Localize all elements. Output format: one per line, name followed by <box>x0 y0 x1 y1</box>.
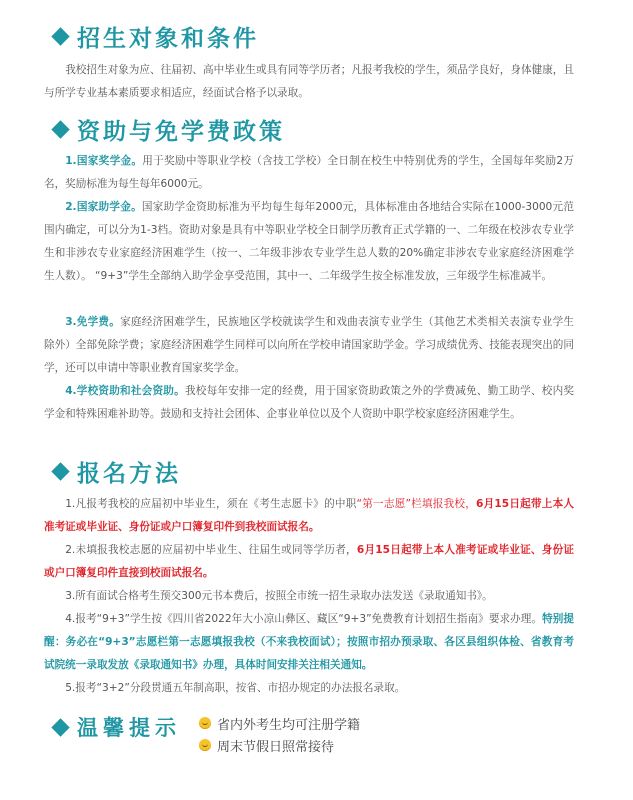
apply-item-3: 3.所有面试合格考生预交300元书本费后，按照全市统一招生录取办法发送《录取通知书》。 <box>65 590 493 602</box>
apply-item-highlight-bold: 6月15日起带上本人准考证或毕业证、身份证或户口簿复印件直接到校面试报名。 <box>44 544 574 579</box>
aid-item-label: 3.免学费。 <box>65 316 121 328</box>
tip-text: 省内外考生均可注册学籍 <box>217 717 361 733</box>
apply-item-2 <box>44 539 574 585</box>
aid-item-label: 4.学校资助和社会资助。 <box>65 385 185 397</box>
section-title-admission <box>50 20 259 53</box>
aid-item-2 <box>44 196 574 288</box>
aid-item-label: 2.国家助学金。 <box>65 201 142 213</box>
apply-item-text: 2.未填报我校志愿的应届初中毕业生、往届生或同等学历者， <box>65 544 357 556</box>
section-title-text: 温馨提示 <box>77 716 181 740</box>
aid-item-text: 我校每年安排一定的经费，用于国家资助政策之外的学费减免、勤工助学、校内奖学金和特殊困难补助等。鼓励和支持社会团体、企事业单位以及个人资助中职学校家庭经济困难学生。 <box>44 385 574 420</box>
tips-section <box>50 712 360 756</box>
smiley-icon <box>199 717 211 729</box>
apply-item-5: 5.报考“3+2”分段贯通五年制高职，按省、市招办规定的办法报名录取。 <box>65 682 406 694</box>
tip-item <box>199 712 360 734</box>
apply-item-text: 4.报考“9+3”学生按《四川省2022年大小凉山彝区、藏区“9+3”免费教育计划招生指南》要求办理。 <box>65 613 543 625</box>
apply-item-text: 1.凡报考我校的应届初中毕业生，须在《考生志愿卡》的中职 <box>65 498 357 510</box>
section-title-text: 报名方法 <box>77 461 181 487</box>
diamond-icon <box>51 718 69 736</box>
section-title-text: 招生对象和条件 <box>77 26 259 52</box>
section-title-aid <box>50 113 285 146</box>
apply-item-highlight: “第一志愿”栏填报我校， <box>356 498 476 510</box>
tip-item <box>199 734 360 756</box>
section-title-apply <box>50 455 181 488</box>
section-title-text: 资助与免学费政策 <box>77 119 285 145</box>
special-reminder: 特别提醒：务必在“9+3”志愿栏第一志愿填报我校（不来我校面试）；按照市招办预录取、各区县组织体检、省教育考试院统一录取发放《录取通知书》办理，具体时间安排关注相关通知。 <box>44 613 574 671</box>
diamond-icon <box>51 120 69 138</box>
diamond-icon <box>51 462 69 480</box>
aid-item-3 <box>44 311 574 380</box>
tips-list <box>199 712 360 756</box>
aid-item-1 <box>44 150 574 196</box>
tip-text: 周末节假日照常接待 <box>217 739 335 755</box>
aid-item-4 <box>44 380 574 426</box>
admission-paragraph: 我校招生对象为应、往届初、高中毕业生或具有同等学历者；凡报考我校的学生，须品学良好，身体健康，且与所学专业基本素质要求相适应，经面试合格予以录取。 <box>44 64 574 99</box>
aid-item-text: 家庭经济困难学生，民族地区学校就读学生和戏曲表演专业学生（其他艺术类相关表演专业学生除外）全部免除学费；家庭经济困难学生同样可以向所在学校申请国家助学金。学习成绩优秀、技能表现突出的同学，还可以申请中等职业教育国家奖学金。 <box>44 316 574 374</box>
apply-item-highlight-bold: 6月15日起带上本人准考证或毕业证、身份证或户口簿复印件到我校面试报名。 <box>44 498 574 533</box>
section-title-tips <box>50 712 181 742</box>
apply-item-4 <box>44 608 574 677</box>
smiley-icon <box>199 739 211 751</box>
diamond-icon <box>51 27 69 45</box>
apply-item-1 <box>44 493 574 539</box>
aid-item-text: 国家助学金资助标准为平均每生每年2000元，具体标准由各地结合实际在1000-3000元范围内确定，可以分为1-3档。资助对象是具有中等职业学校全日制学历教育正式学籍的一、二年级在校涉农专业学生和非涉农专业家庭经济困难学生（按一、二年级非涉农专业学生总人数的20%确定非涉农专业家庭经济困难学生人数）。 “9+3”学生全部纳入助学金享受范围，其中一、二年级学生按全标准发放，三年级学生标准减半。 <box>44 201 574 282</box>
aid-item-text: 用于奖励中等职业学校（含技工学校）全日制在校生中特别优秀的学生，全国每年奖励2万名，奖励标准为每生每年6000元。 <box>44 155 574 190</box>
aid-item-label: 1.国家奖学金。 <box>65 155 143 167</box>
